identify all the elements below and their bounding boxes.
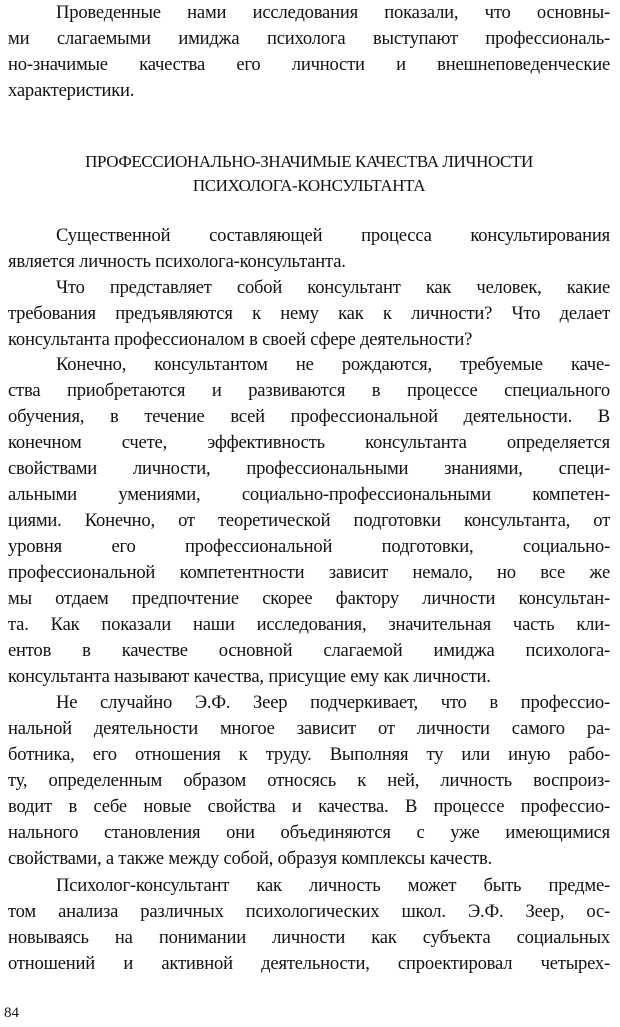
body-line-10: свойствами личности, профессиональными знаниями, специ- <box>8 458 610 479</box>
section-heading-line-1: ПРОФЕССИОНАЛЬНО-ЗНАЧИМЫЕ КАЧЕСТВА ЛИЧНОСТИ <box>85 152 533 171</box>
body-line-25: свойствами, а также между собой, образуя комплексы качеств. <box>8 848 493 869</box>
body-line-13: уровня его профессиональной подготовки, социально- <box>8 536 610 557</box>
intro-line-4: характеристики. <box>8 80 135 101</box>
section-heading-line-2: ПСИХОЛОГА-КОНСУЛЬТАНТА <box>192 176 426 195</box>
body-line-29: отношений и активной деятельности, спроектировал четырех- <box>8 953 610 974</box>
body-line-14: профессиональной компетентности зависит немало, но все же <box>8 562 610 583</box>
body-line-2: является личность психолога-консультанта. <box>8 251 346 272</box>
body-line-6: Конечно, консультантом не рождаются, требуемые каче- <box>56 354 610 375</box>
body-line-24: нального становления они объединяются с уже имеющимися <box>8 822 610 843</box>
body-line-8: обучения, в течение всей профессиональной деятельности. В <box>8 406 610 427</box>
body-line-9: конечном счете, эффективность консультанта определяется <box>8 432 610 453</box>
body-line-5: консультанта профессионалом в своей сфере деятельности? <box>8 329 473 350</box>
body-line-12: циями. Конечно, от теоретической подготовки консультанта, от <box>8 510 610 531</box>
body-line-21: ботника, его отношения к труду. Выполняя ту или иную рабо- <box>8 744 610 765</box>
intro-line-2: ми слагаемыми имиджа психолога выступают профессиональ- <box>8 28 610 49</box>
body-line-16: та. Как показали наши исследования, значительная часть кли- <box>8 614 610 635</box>
body-line-4: требования предъявляются к нему как к личности? Что делает <box>8 303 610 324</box>
body-line-26: Психолог-консультант как личность может быть предме- <box>56 875 610 896</box>
intro-line-1: Проведенные нами исследования показали, что основны- <box>56 2 610 23</box>
body-line-17: ентов в качестве основной слагаемой имиджа психолога- <box>8 640 610 661</box>
page-number: 84 <box>4 1005 19 1021</box>
body-line-28: новываясь на понимании личности как субъекта социальных <box>8 927 610 948</box>
body-line-11: альными умениями, социально-профессиональными компетен- <box>8 484 610 505</box>
body-line-22: ту, определенным образом относясь к ней, личность воспроиз- <box>8 770 610 791</box>
body-line-18: консультанта называют качества, присущие ему как личности. <box>8 666 491 687</box>
body-line-23: водит в себе новые свойства и качества. В процессе профессио- <box>8 796 610 817</box>
body-line-7: ства приобретаются и развиваются в процессе специального <box>8 380 610 401</box>
body-line-19: Не случайно Э.Ф. Зеер подчеркивает, что в профессио- <box>56 692 610 713</box>
body-line-27: том анализа различных психологических школ. Э.Ф. Зеер, ос- <box>8 901 610 922</box>
body-line-1: Существенной составляющей процесса консультирования <box>56 225 610 246</box>
body-line-3: Что представляет собой консультант как человек, какие <box>56 277 610 298</box>
body-line-15: мы отдаем предпочтение скорее фактору личности консультан- <box>8 588 610 609</box>
intro-line-3: но-значимые качества его личности и внешнеповеденческие <box>8 54 610 75</box>
body-line-20: нальной деятельности многое зависит от личности самого ра- <box>8 718 610 739</box>
